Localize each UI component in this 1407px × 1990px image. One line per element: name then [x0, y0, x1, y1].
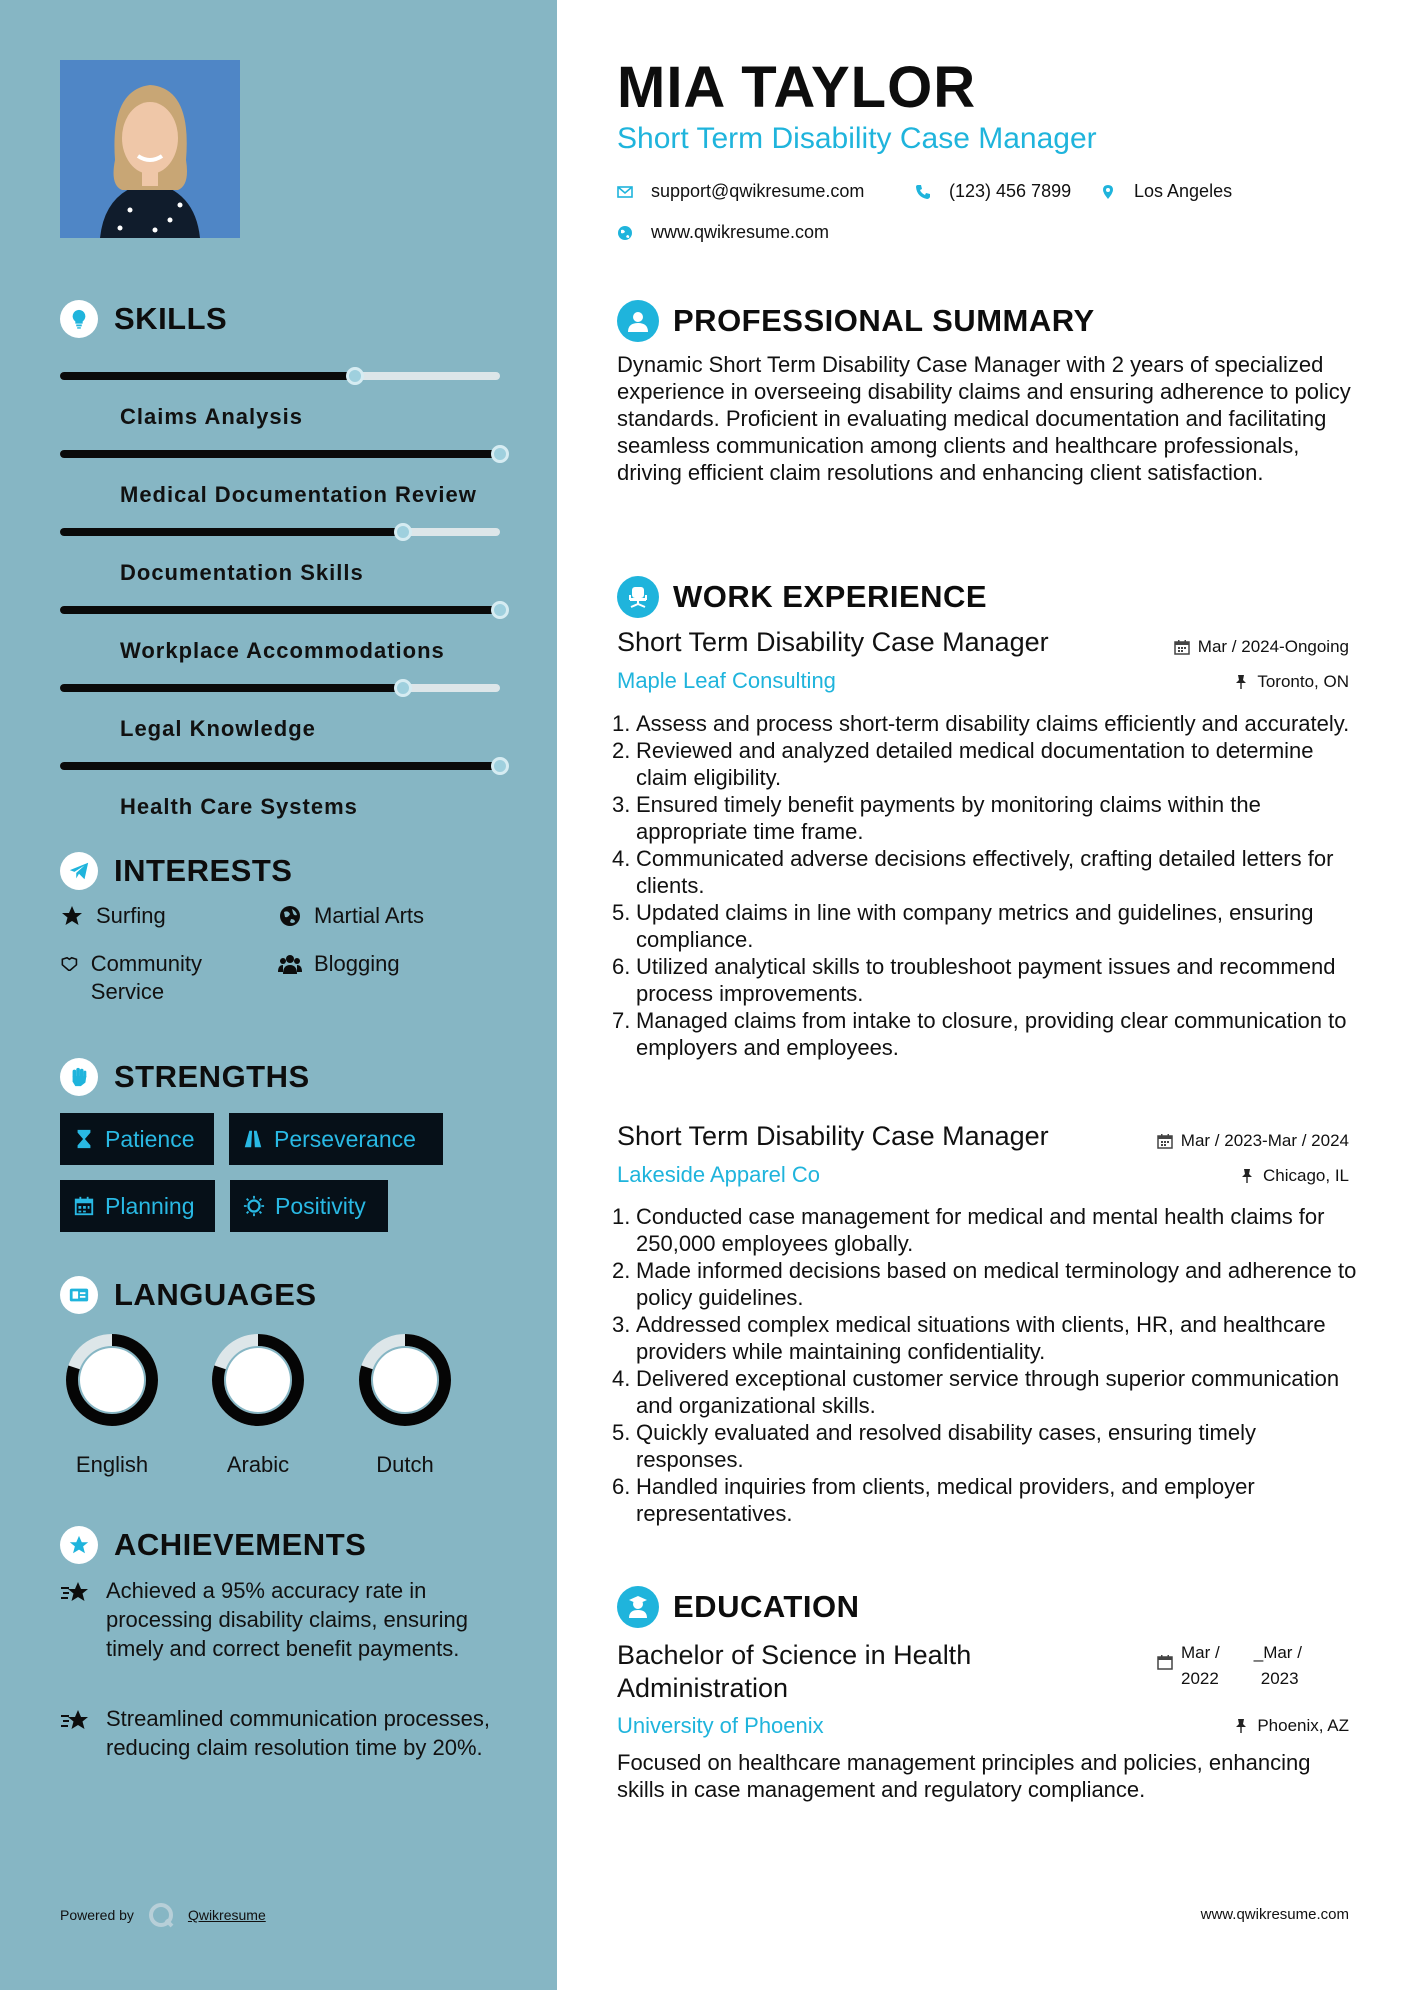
job-location-text: Toronto, ON — [1257, 672, 1349, 691]
language-name: Dutch — [376, 1452, 434, 1477]
hourglass-icon — [73, 1128, 95, 1150]
degree-line: Bachelor of Science in Health — [617, 1640, 972, 1670]
responsibility-text: Assess and process short-term disability claims efficiently and accurately. — [636, 711, 1350, 736]
skill-name: Workplace Accommodations — [120, 638, 445, 663]
interest-label: Surfing — [96, 903, 166, 928]
responsibility-text: Managed claims from intake to closure, providing clear communication to employers and employees. — [636, 1008, 1347, 1060]
interest-item — [60, 950, 240, 1006]
language-item — [57, 1330, 167, 1478]
responsibility-text: Updated claims in line with company metrics and guidelines, ensuring compliance. — [636, 900, 1314, 952]
responsibility-item — [612, 1203, 1357, 1257]
language-name: Arabic — [226, 1452, 290, 1477]
experience-title: WORK EXPERIENCE — [673, 579, 988, 614]
calendar-icon — [73, 1195, 95, 1217]
language-ring — [208, 1330, 308, 1430]
interests-title: INTERESTS — [114, 853, 293, 888]
language-ring-center — [226, 1348, 290, 1412]
road-icon — [242, 1128, 264, 1150]
pushpin-icon — [1239, 1168, 1255, 1184]
star-badge-icon — [60, 1526, 98, 1564]
skill-bar-fill — [60, 684, 403, 692]
degree-line: Administration — [617, 1673, 789, 1703]
skill-bar-knob — [491, 757, 509, 775]
skill-bar — [60, 450, 500, 458]
job-location — [1233, 672, 1349, 692]
skill-bar — [60, 606, 500, 614]
responsibility-item — [612, 1257, 1357, 1311]
contact-website[interactable] — [617, 222, 829, 243]
list-number: 4. — [612, 1366, 631, 1391]
responsibility-text: Reviewed and analyzed detailed medical documentation to determine claim eligibility. — [636, 738, 1314, 790]
job-responsibilities — [612, 710, 1357, 1061]
achievement-item — [60, 1576, 490, 1663]
languages-title: LANGUAGES — [114, 1277, 317, 1312]
skill-item — [60, 506, 500, 585]
list-number: 7. — [612, 1008, 631, 1033]
skill-name: Medical Documentation Review — [120, 482, 477, 507]
responsibility-item — [612, 1365, 1357, 1419]
list-number: 3. — [612, 792, 631, 817]
summary-text: Dynamic Short Term Disability Case Manager with 2 years of specialized experience in overseeing disability claims and ensuring adherence to policy standards. Proficient in evaluating medical documentation and facilitating seamless communication among clients and healthcare professionals, driving efficient claim resolutions and enhancing client satisfaction. — [617, 352, 1351, 485]
skill-name: Documentation Skills — [120, 560, 364, 585]
edu-start-year: 2022 — [1181, 1669, 1219, 1688]
skill-bar — [60, 528, 500, 536]
skill-item — [60, 740, 500, 819]
responsibility-text: Conducted case management for medical and mental health claims for 250,000 employees globally. — [636, 1204, 1325, 1256]
job-dates — [1157, 1131, 1349, 1151]
skill-bar-fill — [60, 528, 403, 536]
education-header — [617, 1586, 859, 1628]
interest-label: Blogging — [314, 951, 400, 976]
interest-label: Community Service — [90, 951, 203, 1004]
school-location-text: Phoenix, AZ — [1257, 1716, 1349, 1735]
achievement-text: Streamlined communication processes, reducing claim resolution time by 20%. — [106, 1706, 490, 1760]
envelope-icon — [617, 184, 633, 200]
job-location — [1239, 1166, 1349, 1186]
website-text: www.qwikresume.com — [651, 222, 830, 242]
job-dates — [1174, 637, 1349, 657]
interest-item — [278, 902, 424, 930]
contact-email[interactable] — [617, 181, 864, 202]
responsibility-item — [612, 710, 1357, 737]
skill-item — [60, 428, 500, 507]
skill-bar-knob — [394, 679, 412, 697]
strengths-title: STRENGTHS — [114, 1059, 310, 1094]
responsibility-item — [612, 1419, 1357, 1473]
language-item — [350, 1330, 460, 1478]
language-ring-center — [373, 1348, 437, 1412]
fist-icon — [60, 1058, 98, 1096]
handshake-icon — [60, 952, 79, 976]
list-number: 2. — [612, 738, 631, 763]
shooting-star-icon — [60, 1706, 92, 1734]
main-content — [557, 0, 1407, 1990]
globe-icon — [617, 225, 633, 241]
responsibility-item — [612, 1311, 1357, 1365]
responsibility-text: Handled inquiries from clients, medical providers, and employer representatives. — [636, 1474, 1255, 1526]
responsibility-item — [612, 1007, 1357, 1061]
powered-by-label: Powered by — [60, 1907, 134, 1923]
responsibility-item — [612, 845, 1357, 899]
email-text: support@qwikresume.com — [651, 181, 865, 201]
calendar-icon — [1174, 639, 1190, 655]
responsibility-text: Ensured timely benefit payments by monitoring claims within the appropriate time frame. — [636, 792, 1261, 844]
calendar-icon — [1157, 1133, 1173, 1149]
footer-url[interactable]: www.qwikresume.com — [1200, 1906, 1349, 1923]
interests-header — [60, 852, 292, 890]
interest-item — [278, 950, 400, 978]
phone-text: (123) 456 7899 — [949, 181, 1072, 201]
contact-location — [1100, 181, 1232, 202]
location-text: Los Angeles — [1134, 181, 1233, 201]
pushpin-icon — [1233, 1718, 1249, 1734]
experience-header — [617, 576, 987, 618]
skill-bar-knob — [346, 367, 364, 385]
edu-end-month: _Mar / — [1253, 1643, 1302, 1662]
list-number: 4. — [612, 846, 631, 871]
degree-title — [617, 1639, 971, 1705]
skill-item — [60, 584, 500, 663]
calendar-icon — [1157, 1654, 1173, 1670]
list-number: 1. — [612, 711, 631, 736]
achievement-item — [60, 1704, 490, 1762]
language-item — [203, 1330, 313, 1478]
sun-icon — [243, 1195, 265, 1217]
person-name: MIA TAYLOR — [617, 55, 977, 120]
qwikresume-logo-icon — [146, 1900, 176, 1930]
job-company: Maple Leaf Consulting — [617, 668, 836, 693]
strength-badge — [229, 1113, 443, 1165]
star-icon — [60, 904, 84, 928]
profile-photo — [60, 60, 240, 238]
achievements-title: ACHIEVEMENTS — [114, 1527, 367, 1562]
strength-label: Perseverance — [274, 1125, 416, 1152]
sidebar — [0, 0, 557, 1990]
responsibility-item — [612, 899, 1357, 953]
responsibility-text: Communicated adverse decisions effectively, crafting detailed letters for clients. — [636, 846, 1334, 898]
school-name: University of Phoenix — [617, 1713, 824, 1738]
responsibility-text: Delivered exceptional customer service through superior communication and organizational skills. — [636, 1366, 1340, 1418]
language-ring — [355, 1330, 455, 1430]
edu-end-year: 2023 — [1260, 1669, 1299, 1688]
list-number: 6. — [612, 954, 631, 979]
list-number: 1. — [612, 1204, 631, 1229]
education-dates — [1157, 1640, 1302, 1692]
responsibility-text: Utilized analytical skills to troubleshoot payment issues and recommend process improvements. — [636, 954, 1336, 1006]
users-icon — [278, 952, 302, 976]
responsibility-text: Made informed decisions based on medical terminology and adherence to policy guidelines. — [636, 1258, 1357, 1310]
pushpin-icon — [1233, 674, 1249, 690]
job-responsibilities — [612, 1203, 1357, 1527]
paper-plane-icon — [60, 852, 98, 890]
user-icon — [617, 300, 659, 342]
skill-item — [60, 350, 500, 429]
skills-title: SKILLS — [114, 301, 228, 336]
strength-label: Planning — [105, 1192, 195, 1219]
strength-badge — [60, 1180, 215, 1232]
strengths-header — [60, 1058, 310, 1096]
phone-icon — [915, 184, 931, 200]
job-dates-text: Mar / 2023-Mar / 2024 — [1180, 1131, 1349, 1150]
powered-by — [60, 1900, 266, 1930]
lightbulb-icon — [60, 300, 98, 338]
job-dates-text: Mar / 2024-Ongoing — [1197, 637, 1349, 656]
edu-start-month: Mar / — [1181, 1643, 1220, 1662]
qwikresume-link[interactable]: Qwikresume — [187, 1907, 266, 1923]
skill-bar — [60, 684, 500, 692]
skill-bar-fill — [60, 450, 500, 458]
achievements-header — [60, 1526, 366, 1564]
responsibility-item — [612, 1473, 1357, 1527]
language-ring — [62, 1330, 162, 1430]
list-number: 2. — [612, 1258, 631, 1283]
language-card-icon — [60, 1276, 98, 1314]
skill-name: Claims Analysis — [120, 404, 303, 429]
responsibility-item — [612, 791, 1357, 845]
skill-name: Health Care Systems — [120, 794, 358, 819]
skill-bar-knob — [491, 445, 509, 463]
job-title: Short Term Disability Case Manager — [617, 627, 1049, 657]
person-title: Short Term Disability Case Manager — [617, 122, 1097, 155]
responsibility-text: Addressed complex medical situations with clients, HR, and healthcare providers while maintaining confidentiality. — [636, 1312, 1326, 1364]
list-number: 6. — [612, 1474, 631, 1499]
skill-bar — [60, 762, 500, 770]
list-number: 3. — [612, 1312, 631, 1337]
languages-header — [60, 1276, 317, 1314]
strength-label: Positivity — [275, 1192, 366, 1219]
map-pin-icon — [1100, 184, 1116, 200]
job-location-text: Chicago, IL — [1263, 1166, 1349, 1185]
job-company: Lakeside Apparel Co — [617, 1162, 821, 1187]
responsibility-item — [612, 953, 1357, 1007]
achievement-text: Achieved a 95% accuracy rate in processing disability claims, ensuring timely and correct benefit payments. — [106, 1578, 468, 1661]
strength-label: Patience — [105, 1125, 195, 1152]
skill-bar-fill — [60, 372, 355, 380]
education-description: Focused on healthcare management principles and policies, enhancing skills in case management and regulatory compliance. — [617, 1750, 1311, 1802]
summary-header — [617, 300, 1095, 342]
list-number: 5. — [612, 1420, 631, 1445]
graduate-icon — [617, 1586, 659, 1628]
skill-bar-knob — [491, 601, 509, 619]
skill-bar-knob — [394, 523, 412, 541]
skills-header — [60, 300, 227, 338]
skill-bar — [60, 372, 500, 380]
language-name: English — [75, 1452, 149, 1477]
skill-bar-fill — [60, 762, 500, 770]
shooting-star-icon — [60, 1578, 92, 1606]
contact-phone[interactable] — [915, 181, 1071, 202]
responsibility-text: Quickly evaluated and resolved disability cases, ensuring timely responses. — [636, 1420, 1256, 1472]
list-number: 5. — [612, 900, 631, 925]
skill-name: Legal Knowledge — [120, 716, 316, 741]
strength-badge — [230, 1180, 388, 1232]
language-ring-center — [80, 1348, 144, 1412]
responsibility-item — [612, 737, 1357, 791]
office-chair-icon — [617, 576, 659, 618]
strength-badge — [60, 1113, 214, 1165]
skill-item — [60, 662, 500, 741]
school-location — [1233, 1716, 1349, 1736]
interest-label: Martial Arts — [314, 903, 425, 928]
education-title: EDUCATION — [673, 1589, 860, 1624]
interest-item — [60, 902, 166, 930]
skill-bar-fill — [60, 606, 500, 614]
globe-icon — [278, 904, 302, 928]
job-title: Short Term Disability Case Manager — [617, 1121, 1049, 1151]
summary-title: PROFESSIONAL SUMMARY — [673, 303, 1095, 338]
